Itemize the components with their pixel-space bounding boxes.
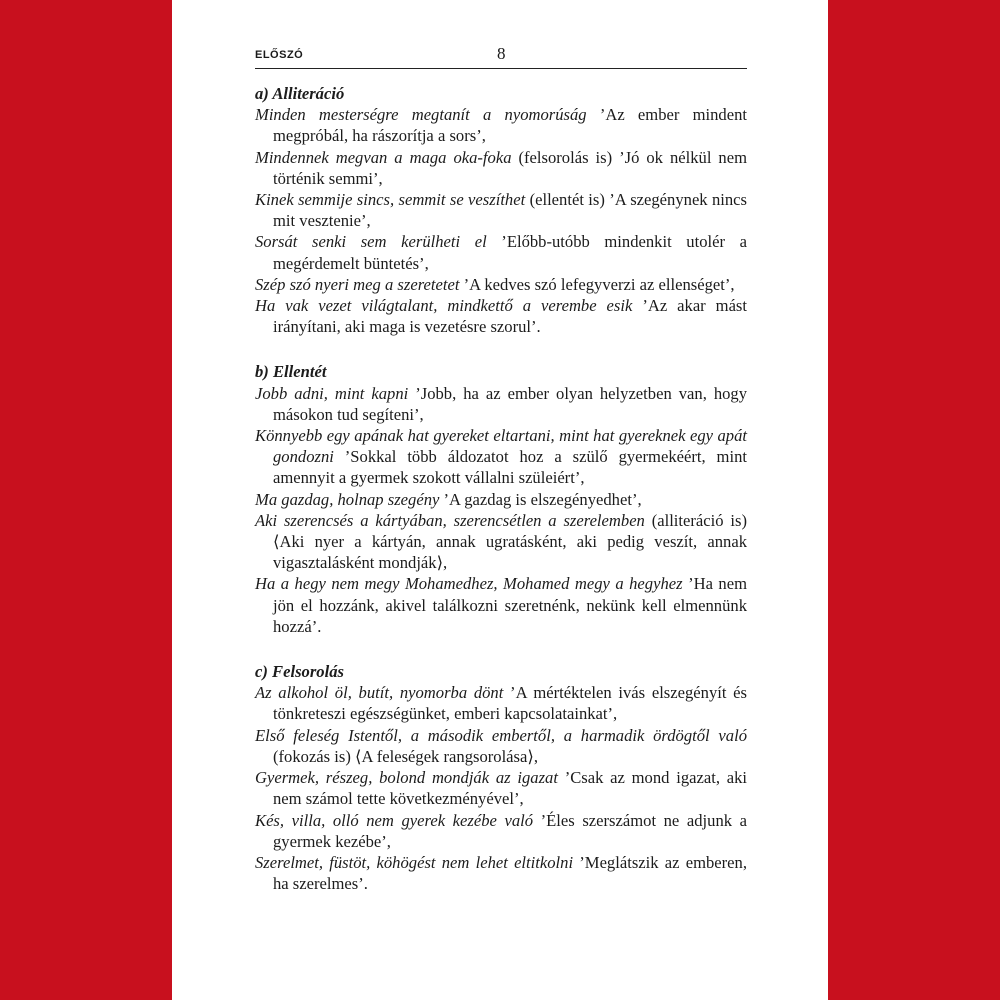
proverb-text: Szép szó nyeri meg a szeretetet [255, 274, 460, 294]
proverb-entry [255, 231, 747, 273]
section-title: b) Ellentét [255, 362, 327, 382]
proverb-entry [255, 767, 747, 809]
proverb-entry [255, 510, 747, 574]
proverb-explanation: (ellentét is) ’A szegénynek nincs mit vesztenie’, [273, 190, 747, 231]
section [255, 361, 747, 637]
proverb-explanation: ’Az ember mindent megpróbál, ha rászorítja a sors’, [273, 105, 747, 146]
proverb-text: Mindennek megvan a maga oka-foka [255, 147, 512, 167]
proverb-entry [255, 810, 747, 852]
book-page [172, 0, 828, 1000]
proverb-entry [255, 147, 747, 189]
proverb-explanation: ’Sokkal több áldozatot hoz a szülő gyermekéért, mint amennyit a gyermek szokott vállalni szüleiért’, [273, 447, 747, 488]
proverb-text: Első feleség Istentől, a második embertől, a harmadik ördögtől való [255, 725, 747, 745]
proverb-text: Ha a hegy nem megy Mohamedhez, Mohamed megy a hegyhez [255, 574, 683, 594]
proverb-text: Gyermek, részeg, bolond mondják az igazat [255, 768, 558, 788]
section [255, 83, 747, 337]
proverb-explanation: ’A mértéktelen ivás elszegényít és tönkreteszi egészségünket, emberi kapcsolatainkat’, [273, 683, 747, 724]
proverb-text: Ha vak vezet világtalant, mindkettő a verembe esik [255, 296, 633, 316]
proverb-explanation: (fokozás is) ⟨A feleségek rangsorolása⟩, [273, 746, 538, 766]
proverb-entry [255, 295, 747, 337]
proverb-explanation: ’Jobb, ha az ember olyan helyzetben van, hogy másokon tud segíteni’, [273, 383, 748, 424]
proverb-text: Szerelmet, füstöt, köhögést nem lehet eltitkolni [255, 852, 574, 872]
proverb-entry [255, 274, 747, 295]
proverb-text: Minden mesterségre megtanít a nyomorúság [255, 105, 587, 125]
section [255, 661, 747, 894]
proverb-entry [255, 573, 747, 637]
proverb-explanation: ’Ha nem jön el hozzánk, akivel találkozni szeretnénk, nekünk kell elmennünk hozzá’. [273, 574, 747, 636]
proverb-explanation: (alliteráció is) ⟨Aki nyer a kártyán, annak ugratásként, aki pedig veszít, annak vigasztalásként mondják⟩, [273, 510, 747, 573]
proverb-entry [255, 852, 747, 894]
proverb-text: Könnyebb egy apának hat gyereket eltartani, mint hat gyereknek egy apát gondozni [255, 426, 747, 467]
proverb-explanation: ’Meglátszik az emberen, ha szerelmes’. [273, 852, 747, 894]
proverb-entry [255, 489, 747, 510]
proverb-entry [255, 189, 747, 231]
running-header [255, 44, 747, 69]
proverb-entry [255, 104, 747, 146]
proverb-text: Kinek semmije sincs, semmit se veszíthet [255, 190, 526, 210]
proverb-explanation: ’Az akar mást irányítani, aki maga is vezetésre szorul’. [273, 296, 748, 337]
proverb-explanation: ’A gazdag is elszegényedhet’, [439, 489, 642, 509]
proverb-entry [255, 682, 747, 724]
proverb-text: Aki szerencsés a kártyában, szerencsétlen a szerelemben [255, 510, 645, 530]
section-title: c) Felsorolás [255, 662, 344, 682]
proverb-explanation: (felsorolás is) ’Jó ok nélkül nem történik semmi’, [273, 147, 748, 188]
proverb-text: Jobb adni, mint kapni [255, 383, 409, 403]
proverb-entry [255, 383, 747, 425]
proverb-entry [255, 725, 747, 767]
section-title: a) Alliteráció [255, 84, 345, 103]
proverb-explanation: ’Csak az mond igazat, aki nem számol tette következményével’, [273, 768, 747, 809]
page-content [255, 83, 747, 918]
proverb-explanation: ’A kedves szó lefegyverzi az ellenséget’, [459, 274, 735, 294]
proverb-text: Ma gazdag, holnap szegény [255, 489, 440, 509]
header-title: ELŐSZÓ [255, 49, 304, 61]
page-number: 8 [497, 44, 506, 63]
proverb-text: Sorsát senki sem kerülheti el [255, 232, 487, 252]
proverb-entry [255, 425, 747, 489]
proverb-explanation: ’Éles szerszámot ne adjunk a gyermek kezébe’, [273, 810, 747, 851]
proverb-text: Az alkohol öl, butít, nyomorba dönt [255, 683, 504, 703]
proverb-text: Kés, villa, olló nem gyerek kezébe való [255, 810, 534, 830]
proverb-explanation: ’Előbb-utóbb mindenkit utolér a megérdemelt büntetés’, [273, 232, 747, 273]
